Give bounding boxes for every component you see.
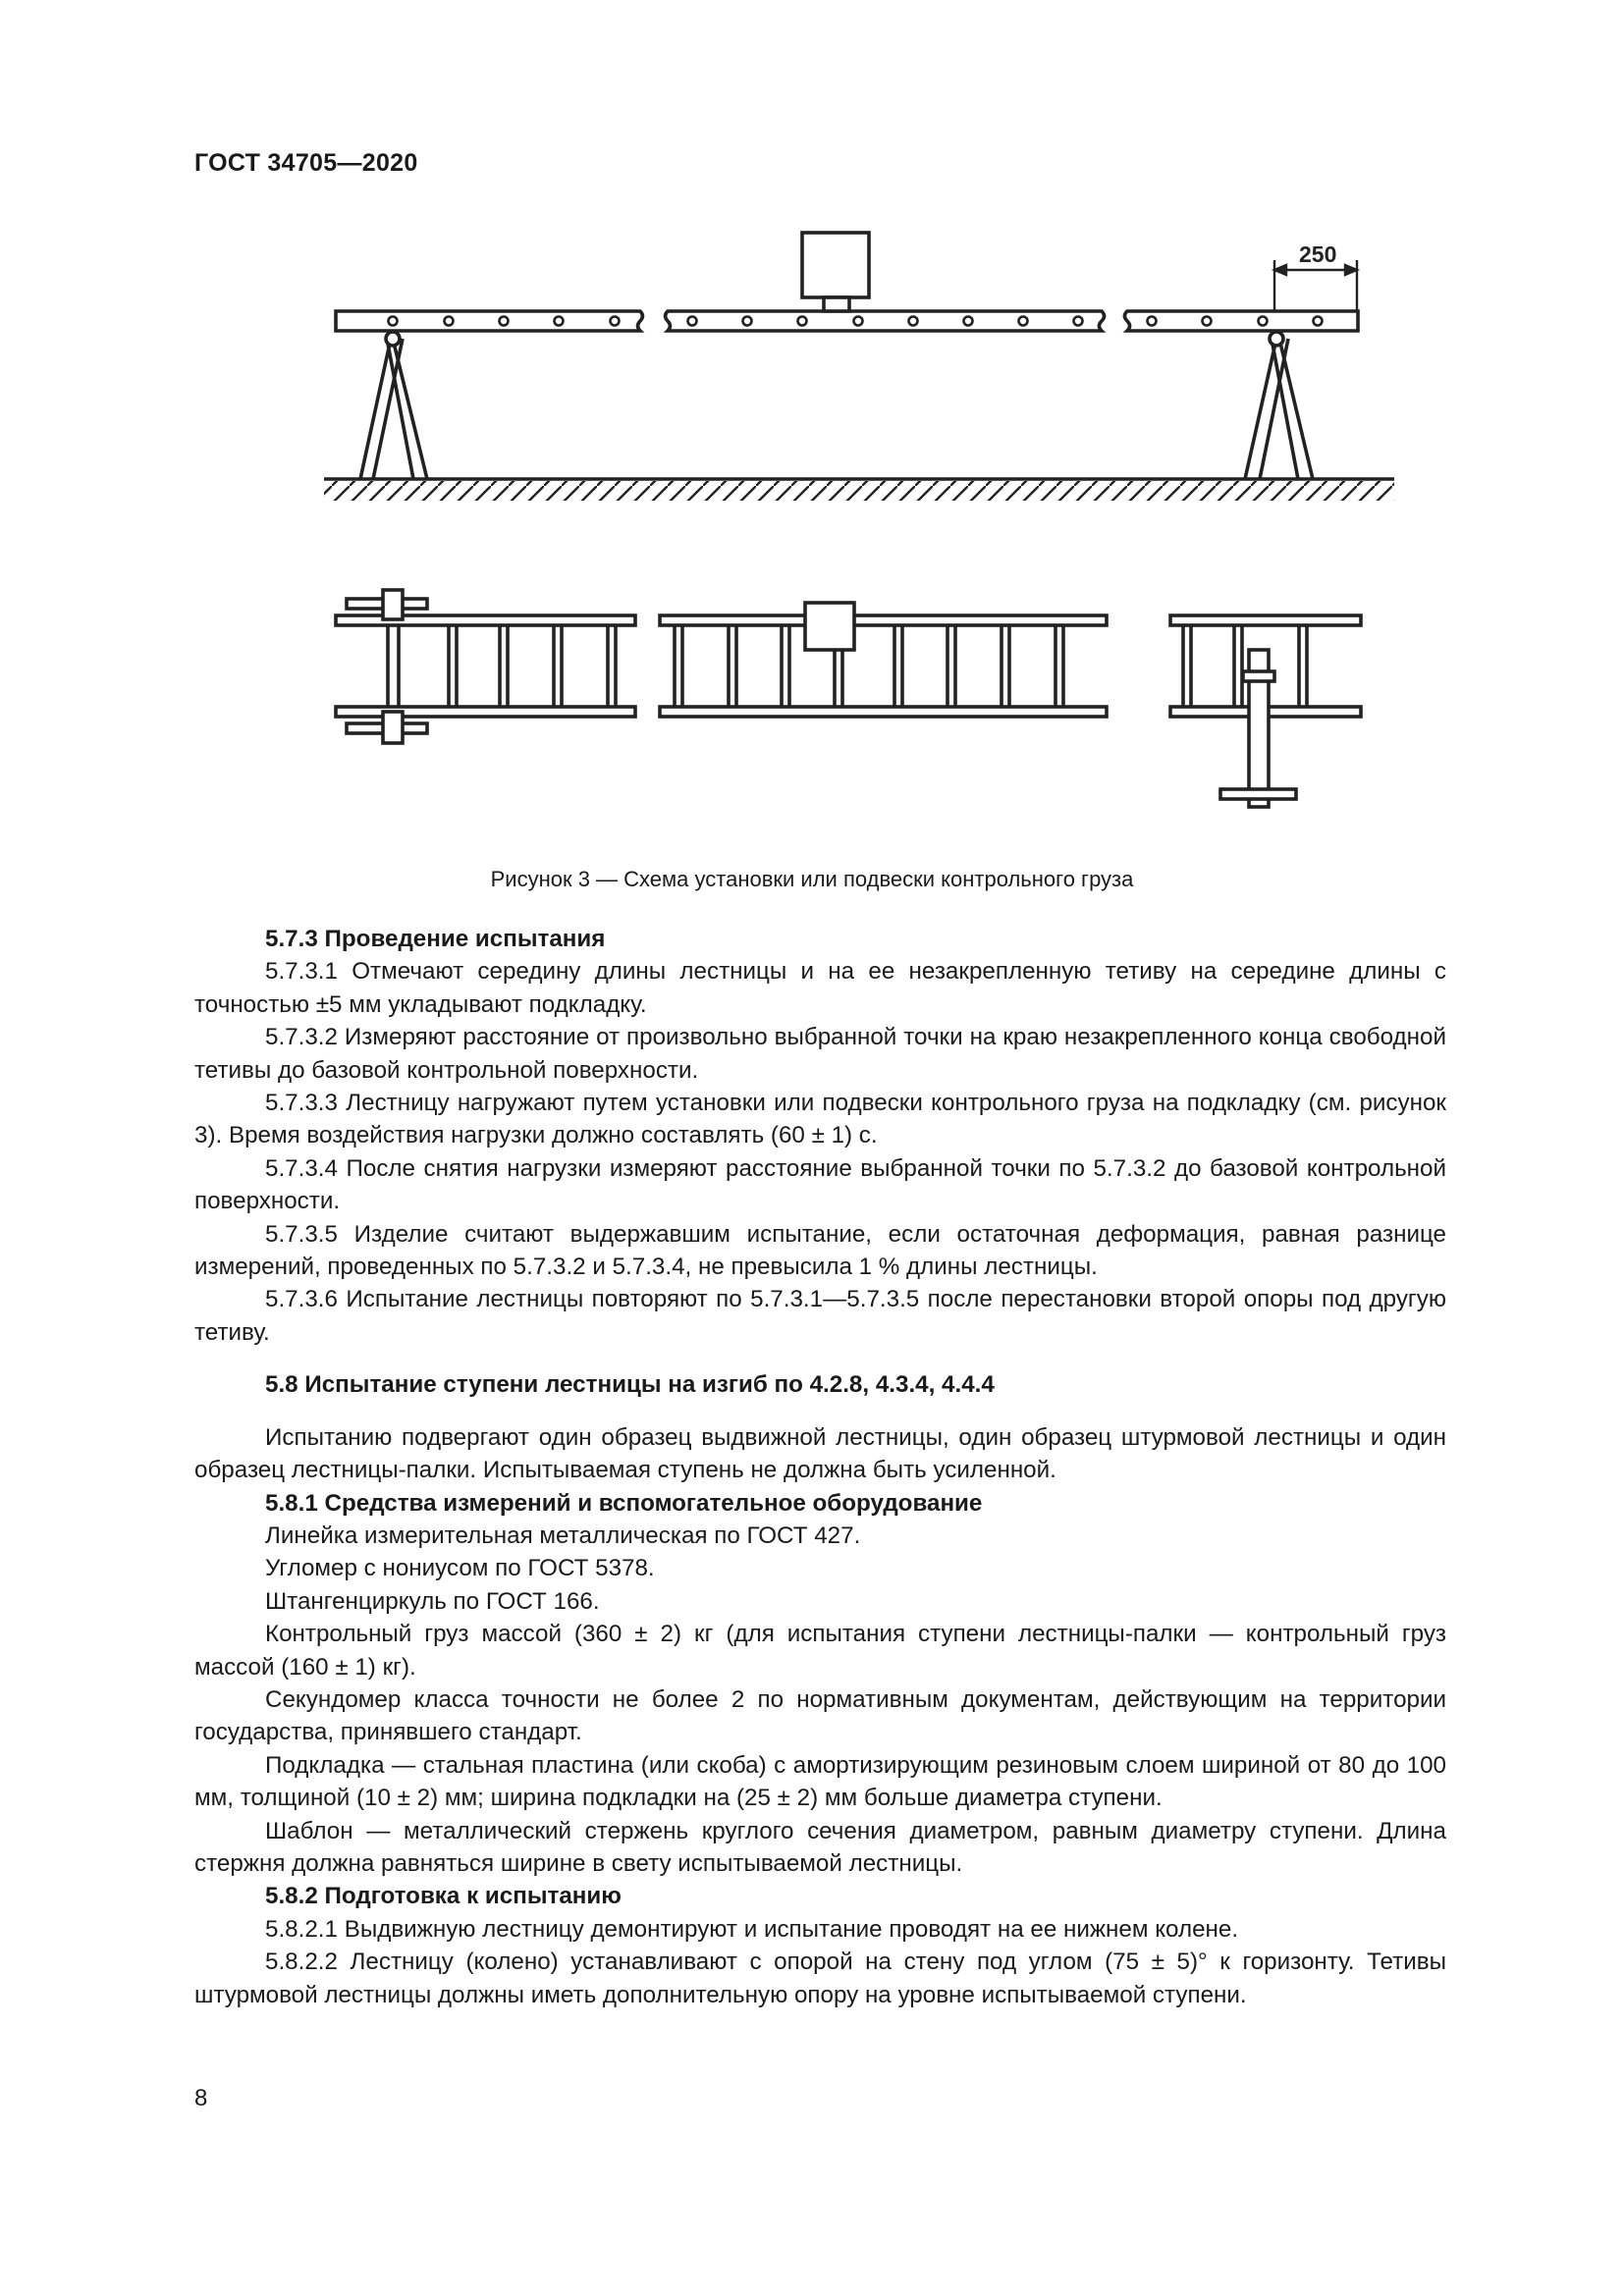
dimension-250 bbox=[1274, 260, 1357, 311]
list-item-control-load: Контрольный груз массой (360 ± 2) кг (для испытания ступени лестницы-палки — контрольный груз массой (160 ± 1) кг). bbox=[194, 1621, 1446, 1681]
ground bbox=[324, 479, 1394, 501]
list-item-pad: Подкладка — стальная пластина (или скоба) с амортизирующим резиновым слоем шириной от 80 до 100 мм, толщиной (10 ± 2) мм; ширина подкладки на (25 ± 2) мм больше диаметра ступени. bbox=[194, 1751, 1446, 1812]
plan-section-middle bbox=[660, 603, 1107, 717]
document-body bbox=[194, 923, 1446, 2011]
side-view bbox=[324, 233, 1394, 501]
dimension-label: 250 bbox=[1299, 241, 1337, 267]
paragraph-5-7-3-2: 5.7.3.2 Измеряют расстояние от произвольно выбранной точки на краю незакрепленного конца свободной тетивы до базовой контрольной поверхности. bbox=[194, 1024, 1446, 1084]
paragraph-5-8-2-2: 5.8.2.2 Лестницу (колено) устанавливают с опорой на стену под углом (75 ± 5)° к горизонту. Тетивы штурмовой лестницы должны иметь дополнительную опору на уровне испытываемой ступени. bbox=[194, 1949, 1446, 2008]
document-header: ГОСТ 34705—2020 bbox=[194, 149, 418, 177]
paragraph-5-8-intro: Испытанию подвергают один образец выдвижной лестницы, один образец штурмовой лестницы и один образец лестницы-палки. Испытываемая ступень не должна быть усиленной. bbox=[194, 1423, 1446, 1484]
plan-section-right bbox=[1170, 615, 1361, 807]
list-item-template: Шаблон — металлический стержень круглого сечения диаметром, равным диаметру ступени. Длина стержня должна равняться ширине в свету испытываемой лестницы. bbox=[194, 1817, 1446, 1877]
plan-section-left bbox=[336, 590, 635, 743]
figure-3-diagram bbox=[314, 221, 1404, 839]
list-item-goniometer: Угломер с нониусом по ГОСТ 5378. bbox=[265, 1555, 655, 1582]
heading-5-8-1: 5.8.1 Средства измерений и вспомогательное оборудование bbox=[265, 1489, 983, 1517]
paragraph-5-7-3-6: 5.7.3.6 Испытание лестницы повторяют по 5.7.3.1—5.7.3.5 после перестановки второй опоры под другую тетиву. bbox=[194, 1286, 1446, 1346]
list-item-ruler: Линейка измерительная металлическая по ГОСТ 427. bbox=[265, 1522, 861, 1549]
paragraph-5-7-3-5: 5.7.3.5 Изделие считают выдержавшим испытание, если остаточная деформация, равная разнице измерений, проведенных по 5.7.3.2 и 5.7.3.4, не превысила 1 % длины лестницы. bbox=[194, 1220, 1446, 1281]
page-number: 8 bbox=[194, 2085, 208, 2111]
heading-5-8-2: 5.8.2 Подготовка к испытанию bbox=[265, 1883, 622, 1910]
paragraph-5-7-3-1: 5.7.3.1 Отмечают середину длины лестницы и на ее незакрепленную тетиву на середине длины с точностью ±5 мм укладывают подкладку. bbox=[194, 958, 1446, 1018]
left-support-trestle bbox=[360, 332, 427, 479]
list-item-caliper: Штангенциркуль по ГОСТ 166. bbox=[265, 1587, 600, 1615]
paragraph-5-7-3-4: 5.7.3.4 После снятия нагрузки измеряют расстояние выбранной точки по 5.7.3.2 до базовой контрольной поверхности. bbox=[194, 1154, 1446, 1215]
paragraph-5-7-3-3: 5.7.3.3 Лестницу нагружают путем установки или подвески контрольного груза на подкладку (см. рисунок 3). Время воздействия нагрузки должно составлять (60 ± 1) с. bbox=[194, 1090, 1446, 1149]
plan-view bbox=[336, 590, 1361, 807]
list-item-stopwatch: Секундомер класса точности не более 2 по нормативным документам, действующим на территории государства, принявшего стандарт. bbox=[194, 1685, 1446, 1746]
ladder-side-beam bbox=[336, 311, 1358, 331]
heading-5-8: 5.8 Испытание ступени лестницы на изгиб по 4.2.8, 4.3.4, 4.4.4 bbox=[265, 1371, 995, 1399]
figure-caption: Рисунок 3 — Схема установки или подвески контрольного груза bbox=[490, 867, 1134, 891]
heading-5-7-3: 5.7.3 Проведение испытания bbox=[265, 926, 606, 952]
paragraph-5-8-2-1: 5.8.2.1 Выдвижную лестницу демонтируют и испытание проводят на ее нижнем колене. bbox=[265, 1915, 1239, 1943]
right-support-trestle bbox=[1245, 332, 1313, 479]
control-load-side bbox=[802, 233, 869, 311]
